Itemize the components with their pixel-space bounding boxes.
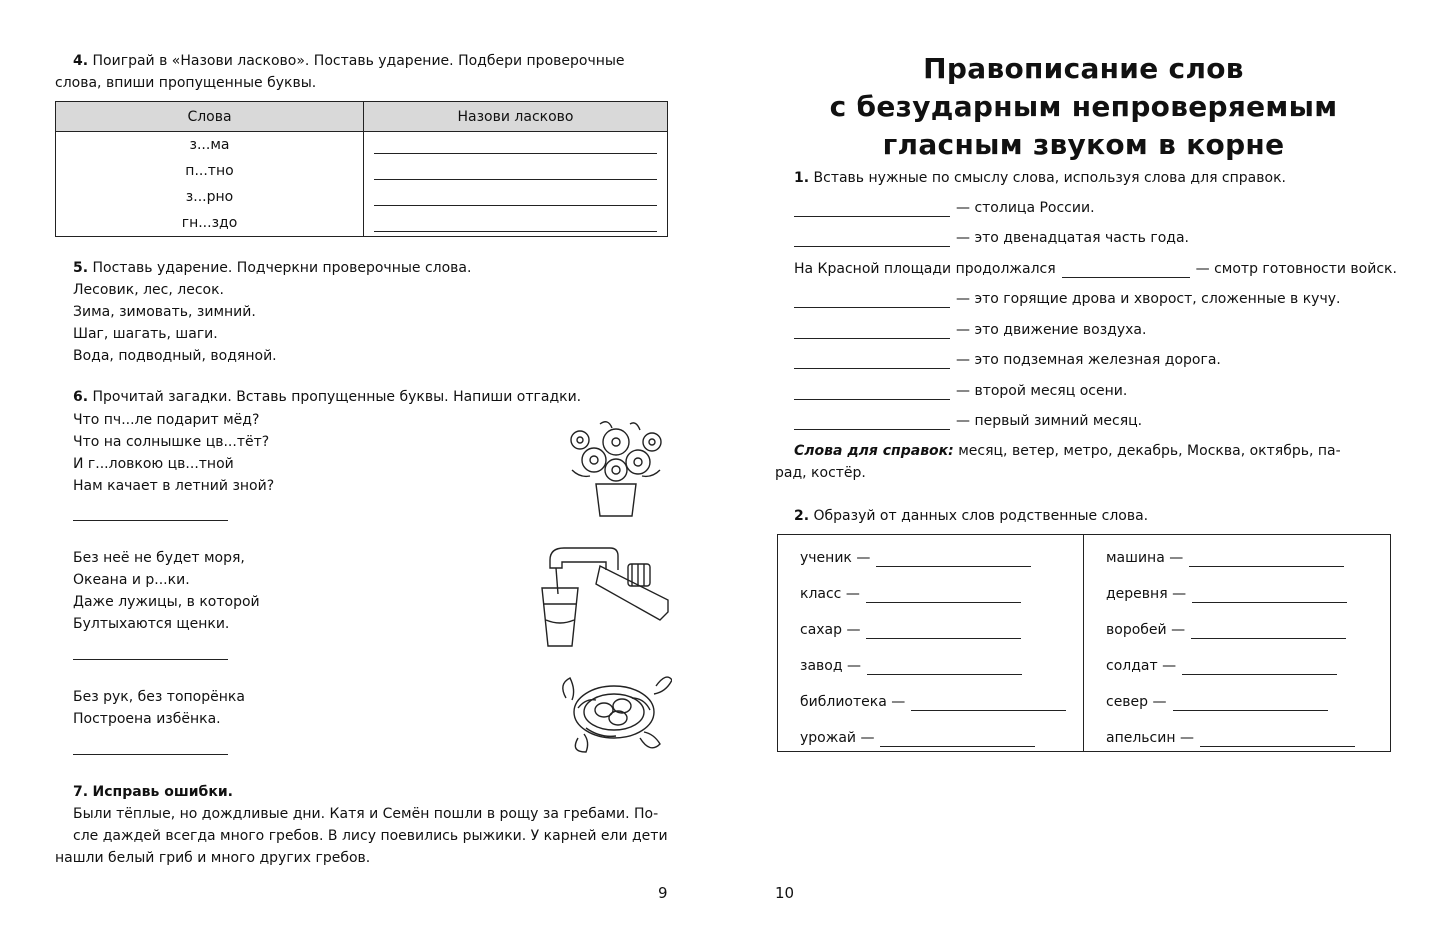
water-tap-icon — [520, 540, 672, 652]
page-number: 10 — [775, 884, 795, 902]
answer-blank[interactable] — [794, 352, 950, 369]
task6-instruction: 6. Прочитай загадки. Вставь пропущенные буквы. Напиши отгадки. — [73, 389, 582, 405]
task1-line: На Красной площади продолжался — смотр готовности войск. — [794, 261, 1397, 277]
answer-blank[interactable] — [794, 200, 950, 217]
right-page — [722, 0, 1445, 939]
task5-line: Вода, подводный, водяной. — [73, 348, 277, 364]
task1-line: — столица России. — [794, 200, 1095, 217]
riddle-2: Без неё не будет моря, Океана и р...ки. Даже лужицы, в которой Бултыхаются щенки. — [73, 550, 260, 632]
left-page — [0, 0, 722, 939]
task5-instruction: 5. Поставь ударение. Подчеркни проверочные слова. — [73, 260, 472, 276]
task7-instruction: 7. Исправь ошибки. — [73, 784, 233, 800]
task2-instruction: 2. Образуй от данных слов родственные слова. — [794, 508, 1149, 524]
answer-line[interactable] — [364, 184, 667, 210]
task1-line: — первый зимний месяц. — [794, 413, 1142, 430]
riddle-1: Что пч...ле подарит мёд? Что на солнышке цв...тёт? И г...ловкою цв...тной Нам качает в летний зной? — [73, 412, 275, 494]
answer-line[interactable] — [364, 158, 667, 184]
word-pair: воробей — — [1106, 622, 1346, 639]
task2-table — [777, 534, 1391, 752]
hint-words-cont: рад, костёр. — [775, 465, 866, 481]
answer-blank[interactable] — [1200, 730, 1355, 747]
hint-words: Слова для справок: месяц, ветер, метро, декабрь, Москва, октябрь, па- — [794, 443, 1341, 459]
word-pair: машина — — [1106, 550, 1344, 567]
task5-line: Лесовик, лес, лесок. — [73, 282, 224, 298]
task1-line: — это горящие дрова и хворост, сложенные в кучу. — [794, 291, 1340, 308]
riddle-1-answer-line[interactable] — [73, 520, 228, 521]
riddle-3: Без рук, без топорёнка Построена избёнка. — [73, 689, 245, 727]
task5-line: Шаг, шагать, шаги. — [73, 326, 218, 342]
answer-blank[interactable] — [866, 622, 1021, 639]
task5-lines — [73, 279, 277, 367]
flower-bouquet-icon — [560, 412, 672, 520]
word-pair: север — — [1106, 694, 1328, 711]
word-pair: класс — — [800, 586, 1021, 603]
answer-blank[interactable] — [866, 586, 1021, 603]
answer-blank[interactable] — [1062, 261, 1190, 278]
answer-blank[interactable] — [794, 413, 950, 430]
word-item: з...рно — [185, 189, 234, 205]
word-pair: деревня — — [1106, 586, 1347, 603]
task4-table — [55, 101, 668, 237]
word-pair: завод — — [800, 658, 1022, 675]
word-pair: солдат — — [1106, 658, 1337, 675]
page-heading: Правописание слов с безударным непроверяемым гласным звуком в корне — [829, 52, 1338, 161]
answer-blank[interactable] — [1192, 586, 1347, 603]
word-pair: урожай — — [800, 730, 1035, 747]
task5-line: Зима, зимовать, зимний. — [73, 304, 256, 320]
answer-blank[interactable] — [794, 383, 950, 400]
words-cell — [56, 132, 364, 237]
answer-blank[interactable] — [794, 322, 950, 339]
answer-blank[interactable] — [911, 694, 1066, 711]
answer-blank[interactable] — [1173, 694, 1328, 711]
answer-blank[interactable] — [880, 730, 1035, 747]
bird-nest-icon — [556, 668, 672, 754]
task1-line: — второй месяц осени. — [794, 383, 1127, 400]
answer-blank[interactable] — [1189, 550, 1344, 567]
answer-blank[interactable] — [1182, 658, 1337, 675]
answer-blank[interactable] — [794, 291, 950, 308]
word-item: п...тно — [185, 163, 234, 179]
task4-instruction: 4. Поиграй в «Назови ласково». Поставь ударение. Подбери проверочные — [73, 53, 625, 69]
task1-line: — это двенадцатая часть года. — [794, 230, 1189, 247]
col-header-words: Слова — [56, 102, 364, 132]
task1-line: — это движение воздуха. — [794, 322, 1146, 339]
answer-blank[interactable] — [867, 658, 1022, 675]
word-item: з...ма — [189, 137, 230, 153]
answer-blank[interactable] — [794, 230, 950, 247]
page-number: 9 — [658, 884, 668, 902]
word-pair: ученик — — [800, 550, 1031, 567]
task1-line: — это подземная железная дорога. — [794, 352, 1221, 369]
riddle-2-answer-line[interactable] — [73, 659, 228, 660]
answers-cell — [364, 132, 668, 237]
task7-text-last: нашли белый гриб и много других гребов. — [55, 850, 371, 866]
answer-blank[interactable] — [1191, 622, 1346, 639]
word-pair: сахар — — [800, 622, 1021, 639]
answer-blank[interactable] — [876, 550, 1031, 567]
word-item: гн...здо — [181, 215, 238, 231]
word-pair: библиотека — — [800, 694, 1066, 711]
task4-instruction-cont: слова, впиши пропущенные буквы. — [55, 75, 317, 91]
riddle-3-answer-line[interactable] — [73, 754, 228, 755]
task1-instruction: 1. Вставь нужные по смыслу слова, используя слова для справок. — [794, 170, 1286, 186]
answer-line[interactable] — [364, 210, 667, 236]
answer-line[interactable] — [364, 132, 667, 158]
word-pair: апельсин — — [1106, 730, 1355, 747]
task7-text: Были тёплые, но дождливые дни. Катя и Семён пошли в рощу за гребами. По- сле даждей всегда много гребов. В лису поевились рыжики. У карней ели дети — [73, 806, 668, 844]
col-header-affectionate: Назови ласково — [364, 102, 668, 132]
